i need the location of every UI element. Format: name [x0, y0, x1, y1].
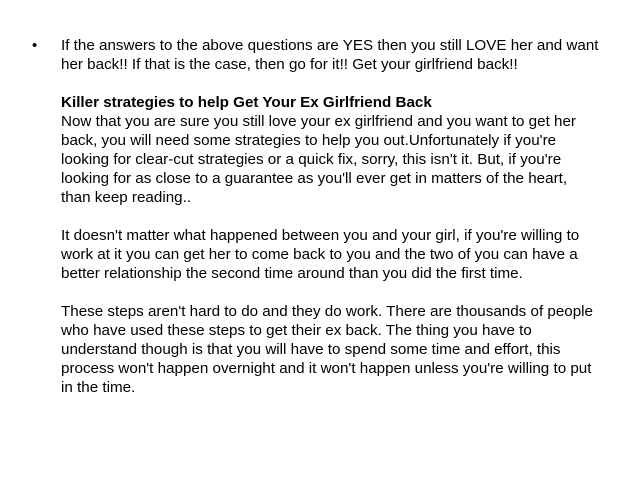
paragraph-1: Now that you are sure you still love your ex girlfriend and you want to get her back, you will need some strategies to help you out.Unfortunately if you're looking for clear-cut strategies or a quick fix, sorry, this isn't it. But, if you're looking for as close to a guarantee as you'll ever get in matters of the heart, than keep reading..	[61, 113, 576, 206]
paragraph-2: It doesn't matter what happened between you and your girl, if you're willing to work at it you can get her to come back to you and the two of you can have a better relationship the second time around than you did the first time.	[61, 227, 580, 282]
intro-text: If the answers to the above questions are YES then you still LOVE her and want her back!! If that is the case, then go for it!! Get your girlfriend back!!	[61, 37, 599, 73]
paragraph-3: These steps aren't hard to do and they do work. There are thousands of people who have used these steps to get their ex back. The thing you have to understand though is that you will have to spend some time and effort, this process won't happen overnight and it won't happen unless you're willing to put in the time.	[61, 303, 593, 396]
section-heading: Killer strategies to help Get Your Ex Girlfriend Back	[61, 94, 432, 111]
bullet-content	[61, 36, 600, 397]
bullet-dot-icon: •	[32, 37, 38, 54]
